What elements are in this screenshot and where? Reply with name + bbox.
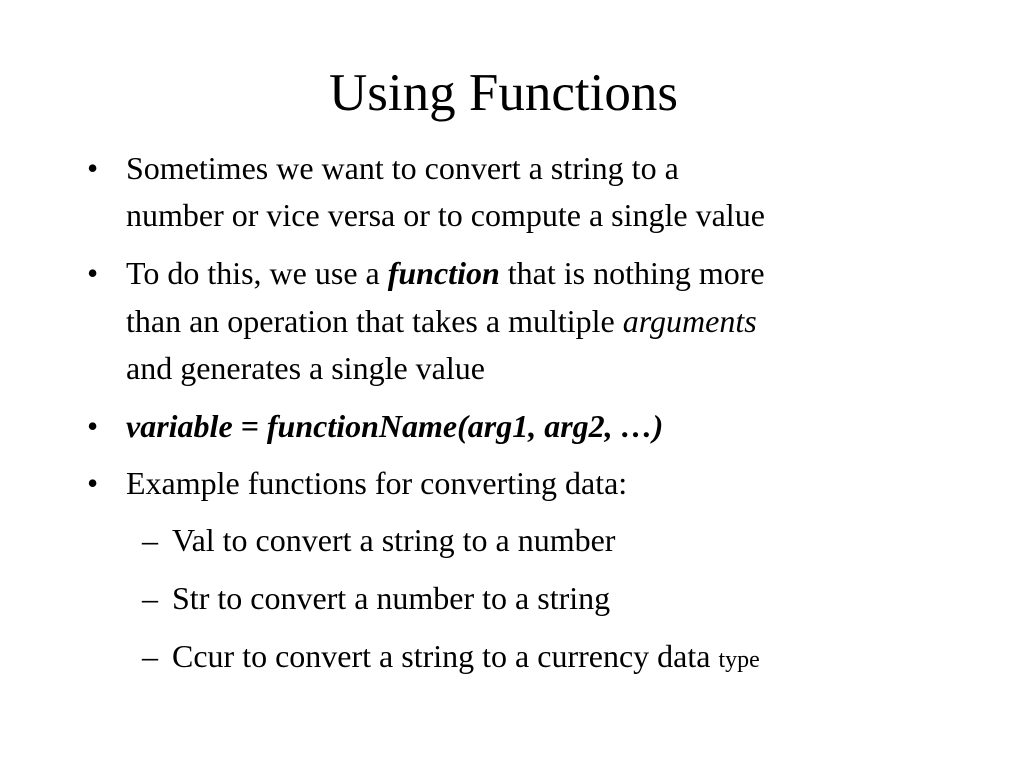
bullet-2-line-2 bbox=[126, 298, 757, 345]
bullet-2-text-b: that is nothing more bbox=[499, 255, 765, 291]
function-term: function bbox=[387, 255, 500, 291]
arguments-term: arguments bbox=[622, 303, 757, 339]
sub-item-3-text-small: type bbox=[718, 647, 760, 673]
bullet-2-text-a: To do this, we use a bbox=[126, 255, 388, 291]
bullet-1-line-2: number or vice versa or to compute a single value bbox=[126, 197, 765, 233]
bullet-marker: • bbox=[87, 465, 99, 501]
bullet-2-line-3: and generates a single value bbox=[126, 350, 485, 386]
bullet-2-text-c: than an operation that takes a multiple bbox=[126, 303, 623, 339]
bullet-4-line-1: Example functions for converting data: bbox=[126, 465, 628, 501]
sub-item-1-text: Val to convert a string to a number bbox=[172, 522, 616, 558]
sub-item-3-text-main: Ccur to convert a string to a currency data bbox=[172, 638, 711, 674]
sub-item-2-text: Str to convert a number to a string bbox=[172, 580, 611, 616]
bullet-marker: • bbox=[87, 150, 99, 186]
slide-title: Using Functions bbox=[329, 64, 678, 122]
bullet-marker: • bbox=[87, 408, 99, 444]
bullet-2-line-1 bbox=[126, 250, 765, 297]
dash-marker: – bbox=[142, 580, 158, 616]
sub-item-3-text bbox=[172, 633, 760, 684]
bullet-1-line-1: Sometimes we want to convert a string to a bbox=[126, 150, 679, 186]
function-syntax: variable = functionName(arg1, arg2, …) bbox=[126, 408, 664, 444]
dash-marker: – bbox=[142, 638, 158, 674]
bullet-marker: • bbox=[87, 255, 99, 291]
dash-marker: – bbox=[142, 522, 158, 558]
